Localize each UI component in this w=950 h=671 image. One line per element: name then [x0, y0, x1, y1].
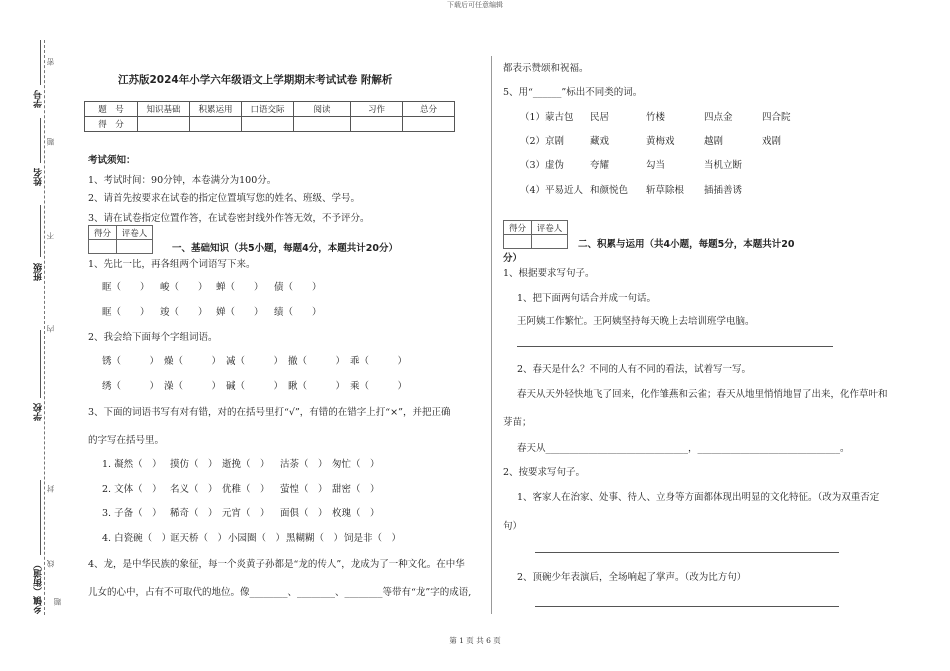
- section2-title-cont: 分）: [503, 253, 523, 264]
- word-item: 眶（ ）: [102, 282, 150, 293]
- score-header: 总分: [403, 102, 455, 117]
- sub-question-text: 王阿姨工作繁忙。王阿姨坚持每天晚上去培训班学电脑。: [517, 316, 755, 327]
- word-item: 1. 凝然（ ）: [102, 459, 162, 470]
- question-2: 2、按要求写句子。: [503, 467, 586, 478]
- class-label: 班级: [34, 263, 44, 281]
- word-item: 饲是非（ ）: [344, 533, 402, 544]
- reviewer-input-cell[interactable]: [532, 235, 568, 249]
- seal-char: 不: [46, 232, 55, 240]
- score-table-row: [85, 117, 455, 132]
- word-item: 四合院: [762, 112, 791, 123]
- word-item: 2. 文体（ ）: [102, 484, 162, 495]
- word-item: 民居: [590, 112, 610, 123]
- word-item: 萤惶（ ）: [280, 484, 328, 495]
- score-table-header-row: [85, 102, 455, 117]
- word-item: 减（ ）: [226, 356, 284, 367]
- section1-title: 一、基础知识（共5小题，每题4分，本题共计20分）: [172, 243, 398, 254]
- seal-char: 题: [53, 598, 62, 606]
- score-header: 积累运用: [190, 102, 242, 117]
- score-header: 知识基础: [138, 102, 190, 117]
- word-item: 澡（ ）: [164, 381, 222, 392]
- score-label: 得分: [89, 226, 117, 240]
- sub-question: 2、顶碗少年表演后，全场响起了掌声。（改为比方句）: [517, 572, 747, 583]
- word-item: 优稚（ ）: [222, 484, 270, 495]
- word-item: 逝挽（ ）: [222, 459, 270, 470]
- word-item: 诓天桥（ ）: [170, 533, 228, 544]
- word-item: 夸耀: [590, 160, 610, 171]
- section2-title: 二、积累与运用（共4小题，每题5分，本题共计20: [578, 239, 795, 250]
- reviewer-input-cell[interactable]: [117, 240, 153, 254]
- sub-question: 2、春天是什么？不同的人有不同的看法，试着写一写。: [517, 364, 752, 375]
- word-item: 黄梅戏: [646, 136, 675, 147]
- word-item: 乖（ ）: [350, 356, 408, 367]
- fill-in-blank[interactable]: 春天从______________________________，______________________________。: [517, 443, 850, 454]
- word-item: 四点金: [704, 112, 733, 123]
- word-item: 债（ ）: [274, 282, 322, 293]
- word-item: 勾当: [646, 160, 666, 171]
- sub-question-text-cont: 芽苗；: [503, 417, 532, 428]
- answer-line[interactable]: [535, 606, 839, 607]
- word-item: 蝉（ ）: [216, 282, 264, 293]
- word-item: 匆忙（ ）: [332, 459, 380, 470]
- score-input-cell[interactable]: [89, 240, 117, 254]
- township-label: 乡镇（街道）: [34, 560, 44, 614]
- score-cell[interactable]: [138, 117, 190, 132]
- word-item: 4. 白瓷碗（ ）: [102, 533, 172, 544]
- word-item: 斩草除根: [646, 185, 685, 196]
- word-item: （4）平易近人: [520, 185, 584, 196]
- school-line[interactable]: [40, 330, 41, 398]
- notice-title: 考试须知：: [88, 155, 136, 166]
- score-label: 得分: [504, 221, 532, 235]
- word-item: 插插善诱: [704, 185, 743, 196]
- answer-line[interactable]: [535, 552, 839, 553]
- word-item: 藏戏: [590, 136, 610, 147]
- word-item: 锈（ ）: [102, 356, 160, 367]
- word-item: 越剧: [704, 136, 724, 147]
- township-line[interactable]: [40, 480, 41, 555]
- score-header: 题 号: [85, 102, 138, 117]
- word-item: 瞅（ ）: [288, 381, 346, 392]
- page-footer: 第 1 页 共 6 页: [449, 636, 501, 645]
- exam-title: 江苏版2024年小学六年级语文上学期期末考试试卷 附解析: [118, 74, 393, 86]
- question-1: 1、根据要求写句子。: [503, 268, 595, 279]
- scorer-box-2: [503, 220, 568, 249]
- sub-question: 1、客家人在治家、处事、待人、立身等方面都体现出明显的文化特征。（改为双重否定: [517, 492, 880, 503]
- question-5: 5、用“______”标出不同类的词。: [503, 87, 643, 98]
- question-1: 1、先比一比，再各组两个词语写下来。: [88, 259, 256, 270]
- score-cell[interactable]: [190, 117, 242, 132]
- seal-char: 封: [46, 485, 55, 493]
- school-label: 学校: [34, 403, 44, 421]
- word-item: 竹楼: [646, 112, 666, 123]
- word-item: 乘（ ）: [350, 381, 408, 392]
- class-line[interactable]: [40, 205, 41, 257]
- seal-char: 题: [46, 138, 55, 146]
- question-2: 2、我会给下面每个字组词语。: [88, 332, 218, 343]
- word-item: 峻（ ）: [160, 282, 208, 293]
- sub-question-cont: 句）: [503, 521, 523, 532]
- notice-item: 2、请首先按要求在试卷的指定位置填写您的姓名、班级、学号。: [88, 193, 361, 204]
- question-3: 3、下面的词语书写有对有错，对的在括号里打“√”，有错的在错字上打“×”，并把正确: [88, 407, 451, 418]
- word-item: （2）京剧: [520, 136, 565, 147]
- word-item: 稀奇（ ）: [170, 508, 218, 519]
- word-item: 竣（ ）: [160, 307, 208, 318]
- word-item: 名义（ ）: [170, 484, 218, 495]
- score-cell[interactable]: [351, 117, 403, 132]
- score-header: 习作: [351, 102, 403, 117]
- word-item: 撤（ ）: [288, 356, 346, 367]
- word-item: 碱（ ）: [226, 381, 284, 392]
- notice-item: 1、考试时间：90分钟，本卷满分为100分。: [88, 175, 277, 186]
- word-item: 绣（ ）: [102, 381, 160, 392]
- word-item: 面俱（ ）: [280, 508, 328, 519]
- seal-char: 线: [46, 560, 55, 568]
- reviewer-label: 评卷人: [532, 221, 568, 235]
- top-note: 下载后可任意编辑: [447, 1, 503, 9]
- word-item: 眶（ ）: [102, 307, 150, 318]
- word-item: 当机立断: [704, 160, 743, 171]
- q4-continuation: 都表示赞颂和祝福。: [503, 63, 589, 74]
- word-item: 和颜悦色: [590, 185, 629, 196]
- column-divider: [491, 56, 492, 614]
- question-4-cont: 儿女的心中，占有不可取代的地位。像________、________、________等带有“龙”字的成语,: [88, 587, 472, 598]
- word-item: 沽荼（ ）: [280, 459, 328, 470]
- word-item: 元宵（ ）: [222, 508, 270, 519]
- word-item: 绩（ ）: [274, 307, 322, 318]
- student-id-label: 学号: [34, 90, 44, 108]
- sub-question-text: 春天从天外轻快地飞了回来，化作雏燕和云雀；春天从地里悄悄地冒了出来，化作草叶和: [517, 389, 888, 400]
- name-line[interactable]: [40, 118, 41, 163]
- word-item: 婵（ ）: [216, 307, 264, 318]
- score-input-cell[interactable]: [504, 235, 532, 249]
- score-header: 阅读: [294, 102, 351, 117]
- notice-item: 3、请在试卷指定位置作答，在试卷密封线外作答无效，不予评分。: [88, 213, 370, 224]
- word-item: 3. 子备（ ）: [102, 508, 162, 519]
- score-cell[interactable]: [403, 117, 455, 132]
- question-3-cont: 的字写在括号里。: [88, 435, 165, 446]
- reviewer-label: 评卷人: [117, 226, 153, 240]
- seal-char: 内: [46, 325, 55, 333]
- word-item: 小园圈（ ）: [228, 533, 286, 544]
- score-cell[interactable]: [294, 117, 351, 132]
- student-id-line[interactable]: [40, 40, 41, 85]
- word-item: 黑糊糊（ ）: [286, 533, 344, 544]
- word-item: （3）虚伪: [520, 160, 565, 171]
- word-item: （1）蒙古包: [520, 112, 574, 123]
- score-row-label: 得 分: [85, 117, 138, 132]
- word-item: 燥（ ）: [164, 356, 222, 367]
- score-table: [84, 101, 455, 132]
- score-header: 口语交际: [242, 102, 294, 117]
- answer-line[interactable]: [517, 346, 833, 347]
- score-cell[interactable]: [242, 117, 294, 132]
- word-item: 摸仿（ ）: [170, 459, 218, 470]
- word-item: 甜密（ ）: [332, 484, 380, 495]
- question-4: 4、龙，是中华民族的象征，每一个炎黄子孙都是“龙的传人”，龙成为了一种文化。在中华: [88, 559, 465, 570]
- name-label: 姓名: [34, 168, 44, 186]
- seal-char: 密: [46, 58, 55, 66]
- word-item: 戏剧: [762, 136, 782, 147]
- word-item: 枚瑰（ ）: [332, 508, 380, 519]
- scorer-box-1: [88, 225, 153, 254]
- sub-question: 1、把下面两句话合并成一句话。: [517, 293, 657, 304]
